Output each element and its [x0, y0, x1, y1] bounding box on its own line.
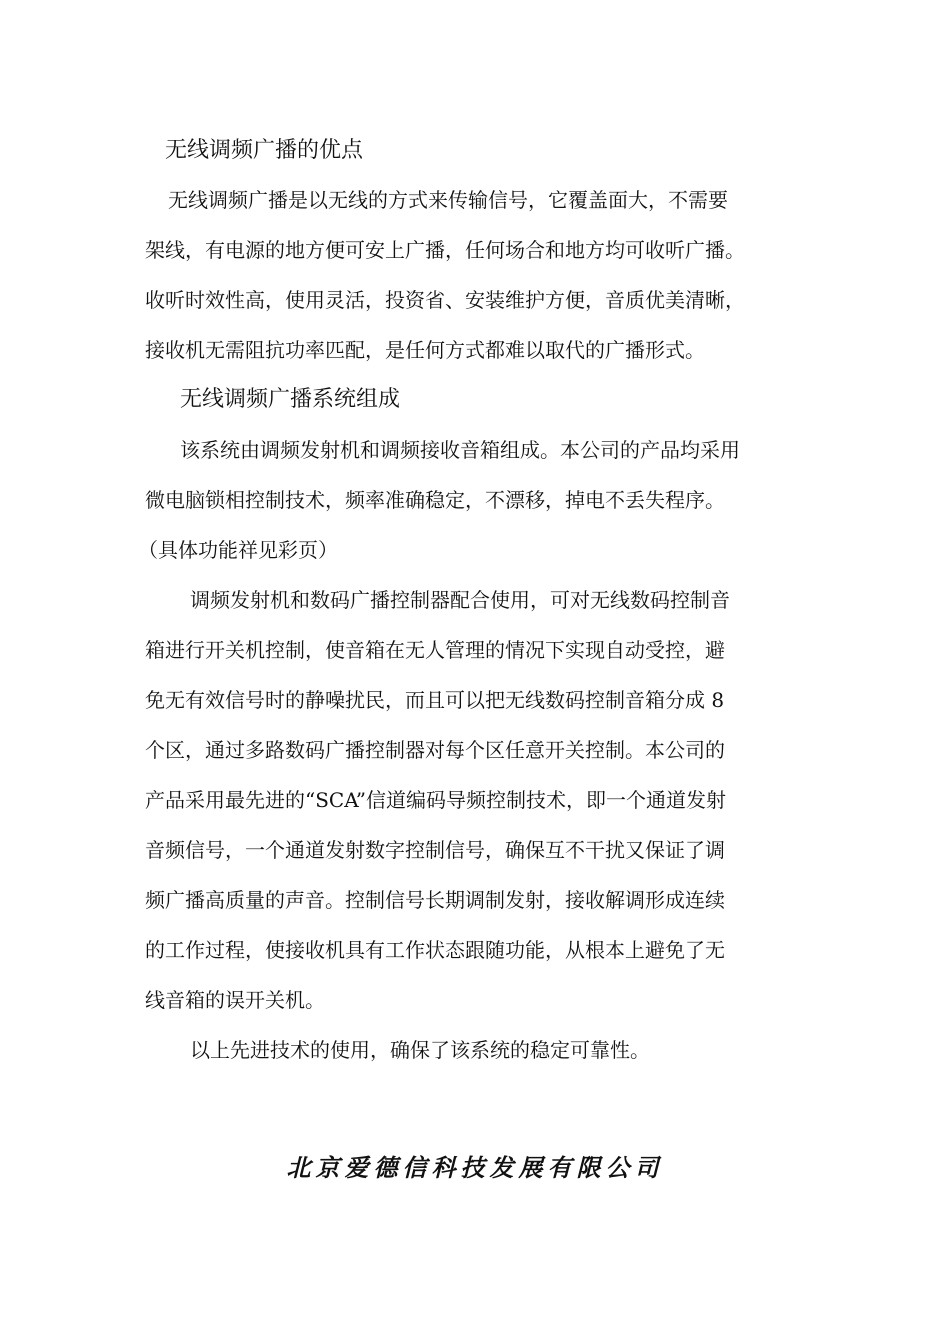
paragraph-line: 收听时效性高，使用灵活，投资省、安装维护方便，音质优美清晰，: [145, 288, 745, 312]
section-heading-advantages: 无线调频广播的优点: [165, 138, 364, 163]
paragraph-line: 无线调频广播是以无线的方式来传输信号，它覆盖面大，不需要: [168, 188, 728, 212]
paragraph-line: 频广播高质量的声音。控制信号长期调制发射，接收解调形成连续: [145, 888, 725, 912]
paragraph-line: 该系统由调频发射机和调频接收音箱组成。本公司的产品均采用: [180, 438, 740, 462]
paragraph-line: 线音箱的误开关机。: [145, 988, 325, 1012]
paragraph-line: 个区，通过多路数码广播控制器对每个区任意开关控制。本公司的: [145, 738, 725, 762]
paragraph-line: 免无有效信号时的静噪扰民，而且可以把无线数码控制音箱分成 8: [145, 688, 725, 712]
paragraph-line: 微电脑锁相控制技术，频率准确稳定，不漂移，掉电不丢失程序。: [145, 488, 725, 512]
paragraph-line: 产品采用最先进的“SCA”信道编码导频控制技术，即一个通道发射: [145, 788, 726, 812]
paragraph-line: 接收机无需阻抗功率匹配，是任何方式都难以取代的广播形式。: [145, 338, 705, 362]
paragraph-line: 音频信号，一个通道发射数字控制信号，确保互不干扰又保证了调: [145, 838, 725, 862]
paragraph-line: 的工作过程，使接收机具有工作状态跟随功能，从根本上避免了无: [145, 938, 725, 962]
closing-paragraph: 以上先进技术的使用，确保了该系统的稳定可靠性。: [190, 1038, 650, 1062]
paragraph-line: （具体功能祥见彩页）: [138, 538, 338, 562]
paragraph-line: 箱进行开关机控制，使音箱在无人管理的情况下实现自动受控，避: [145, 638, 725, 662]
section-heading-composition: 无线调频广播系统组成: [180, 387, 401, 412]
paragraph-line: 架线，有电源的地方便可安上广播，任何场合和地方均可收听广播。: [145, 238, 745, 262]
paragraph-line: 调频发射机和数码广播控制器配合使用，可对无线数码控制音: [190, 588, 730, 612]
company-name: 北京爱德信科技发展有限公司: [286, 1154, 664, 1182]
